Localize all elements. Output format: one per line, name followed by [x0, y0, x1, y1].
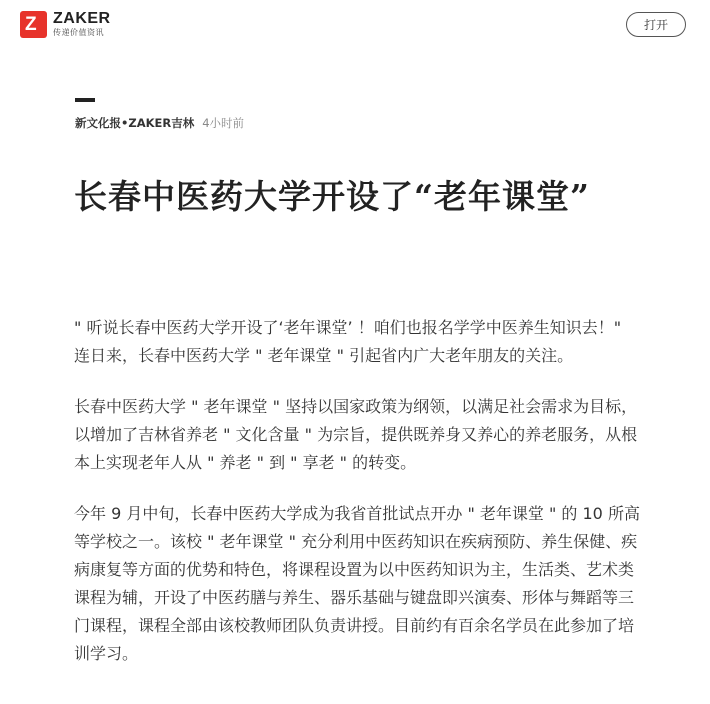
- article-meta: [75, 115, 244, 131]
- logo-text: [53, 11, 111, 38]
- article-body: [74, 314, 640, 691]
- zaker-logo-icon: [20, 11, 47, 38]
- article-time: 4小时前: [202, 116, 245, 130]
- brand-slogan: 传递价值资讯: [53, 28, 104, 37]
- divider-rule: [75, 98, 95, 102]
- top-bar: [0, 0, 710, 50]
- paragraph: 长春中医药大学 " 老年课堂 " 坚持以国家政策为纲领，以满足社会需求为目标，以增加了吉林省养老 " 文化含量 " 为宗旨，提供既养身又养心的养老服务，从根本上实现老年人从 " 养老 " 到 " 享老 " 的转变。: [74, 397, 638, 472]
- open-app-button[interactable]: 打开: [626, 12, 686, 37]
- article-title: 长春中医药大学开设了“老年课堂”: [74, 177, 590, 216]
- article-source[interactable]: 新文化报•ZAKER吉林: [75, 116, 195, 130]
- zaker-logo[interactable]: [20, 11, 111, 38]
- logo-mark-letter: Z: [25, 14, 37, 35]
- paragraph: 今年 9 月中旬，长春中医药大学成为我省首批试点开办 " 老年课堂 " 的 10 所高等学校之一。该校 " 老年课堂 " 充分利用中医药知识在疾病预防、养生保健、疾病康复等方面的优势和特色，将课程设置为以中医药知识为主，生活类、艺术类课程为辅，开设了中医药膳与养生、器乐基础与键盘即兴演奏、形体与舞蹈等三门课程，课程全部由该校教师团队负责讲授。目前约有百余名学员在此参加了培训学习。: [74, 504, 640, 663]
- brand-name: ZAKER: [53, 10, 111, 27]
- paragraph: " 听说长春中医药大学开设了‘老年课堂’ ！咱们也报名学学中医养生知识去！" 连日来，长春中医药大学 " 老年课堂 " 引起省内广大老年朋友的关注。: [74, 318, 622, 365]
